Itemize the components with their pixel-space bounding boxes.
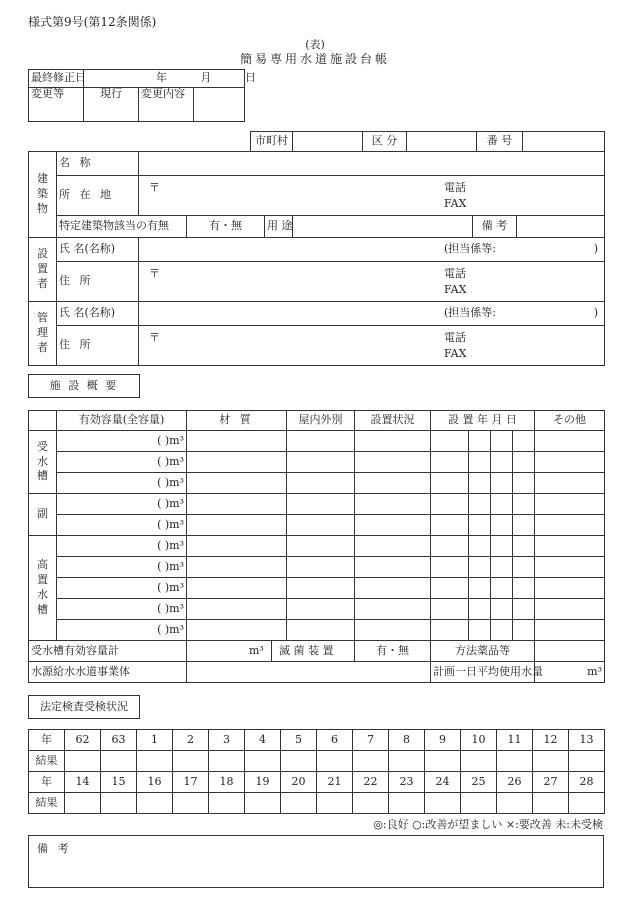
facility-cell[interactable] (513, 557, 535, 578)
facility-cell[interactable] (491, 536, 513, 557)
facility-cell[interactable] (187, 599, 287, 620)
facility-cell[interactable] (535, 494, 605, 515)
result-cell[interactable] (533, 751, 569, 772)
header-material: 材 質 (187, 411, 287, 431)
facility-cell[interactable] (431, 557, 469, 578)
change-label: 変更等 (29, 88, 84, 122)
year-cell: 9 (425, 730, 461, 751)
facility-cell[interactable] (187, 494, 287, 515)
facility-cell[interactable] (513, 599, 535, 620)
facility-cell[interactable] (355, 599, 431, 620)
manager-contact: (担当係等: (444, 306, 496, 319)
result-label: 結果 (29, 751, 65, 772)
registry-table (250, 131, 605, 152)
daily-usage-field[interactable]: m³ (535, 662, 605, 683)
manager-group-label: 管 理 者 (29, 302, 57, 366)
facility-cell[interactable] (187, 620, 287, 641)
building-name-label: 名 称 (57, 152, 139, 176)
building-location-field[interactable] (139, 176, 605, 216)
facility-cell[interactable] (431, 578, 469, 599)
result-cell[interactable] (389, 751, 425, 772)
facility-table (28, 410, 605, 683)
result-cell[interactable] (281, 751, 317, 772)
facility-cell[interactable] (513, 494, 535, 515)
result-cell[interactable] (569, 793, 605, 814)
facility-cell[interactable] (491, 473, 513, 494)
facility-cell[interactable] (491, 557, 513, 578)
facility-cell[interactable] (469, 557, 491, 578)
building-remarks-field[interactable] (517, 216, 605, 238)
building-fax-label: FAX (444, 197, 467, 210)
facility-cell[interactable] (491, 431, 513, 452)
facility-cell[interactable] (469, 536, 491, 557)
facility-cell[interactable] (187, 515, 287, 536)
method-field[interactable] (535, 641, 605, 662)
installer-address-field[interactable]: 〒 電話 FAX (139, 262, 605, 302)
result-cell[interactable] (137, 793, 173, 814)
facility-cell[interactable] (513, 578, 535, 599)
facility-cell[interactable] (287, 494, 355, 515)
result-cell[interactable] (65, 751, 101, 772)
result-cell[interactable] (137, 751, 173, 772)
postal-icon: 〒 (149, 331, 160, 344)
facility-cell[interactable] (355, 473, 431, 494)
capacity-field[interactable]: ( )m³ (57, 536, 187, 557)
change-content-label: 変更内容 (139, 88, 194, 122)
result-cell[interactable] (497, 751, 533, 772)
category-field[interactable] (407, 132, 477, 152)
year-cell: 24 (425, 772, 461, 793)
year-cell: 4 (245, 730, 281, 751)
facility-cell[interactable] (187, 452, 287, 473)
category-label: 区 分 (363, 132, 407, 152)
facility-cell[interactable] (187, 431, 287, 452)
inspection-title: 法定検査受検状況 (28, 695, 140, 719)
facility-cell[interactable] (431, 431, 469, 452)
facility-cell[interactable] (513, 536, 535, 557)
facility-cell[interactable] (355, 578, 431, 599)
municipality-label: 市町村 (251, 132, 293, 152)
change-content-field[interactable] (194, 88, 245, 122)
facility-cell[interactable] (491, 599, 513, 620)
facility-cell[interactable] (513, 473, 535, 494)
tank-row (29, 599, 605, 620)
result-cell[interactable] (461, 751, 497, 772)
result-cell[interactable] (65, 793, 101, 814)
year-cell: 15 (101, 772, 137, 793)
facility-cell[interactable] (469, 494, 491, 515)
postal-icon: 〒 (149, 267, 160, 280)
year-cell: 18 (209, 772, 245, 793)
manager-name-label: 氏 名(名称) (57, 302, 139, 326)
header-install-date: 設 置 年 月 日 (431, 411, 535, 431)
result-cell[interactable] (425, 751, 461, 772)
result-label: 結果 (29, 793, 65, 814)
result-cell[interactable] (497, 793, 533, 814)
result-cell[interactable] (461, 793, 497, 814)
result-cell[interactable] (389, 793, 425, 814)
year-cell: 5 (281, 730, 317, 751)
form-number: 様式第9号(第12条関係) (28, 15, 157, 29)
year-cell: 10 (461, 730, 497, 751)
header-installation-status: 設置状況 (355, 411, 431, 431)
year-cell: 20 (281, 772, 317, 793)
capacity-field[interactable]: ( )m³ (57, 578, 187, 599)
facility-cell[interactable] (431, 494, 469, 515)
result-cell[interactable] (101, 793, 137, 814)
year-cell: 62 (65, 730, 101, 751)
tank-row (29, 473, 605, 494)
header-capacity: 有効容量(全容量) (57, 411, 187, 431)
tank-group-label: 受 水 槽 (29, 431, 57, 494)
year-cell: 25 (461, 772, 497, 793)
facility-cell[interactable] (469, 452, 491, 473)
facility-cell[interactable] (513, 452, 535, 473)
facility-cell[interactable] (469, 515, 491, 536)
facility-cell[interactable] (287, 557, 355, 578)
header-sub: (表) (305, 38, 325, 51)
result-cell[interactable] (353, 793, 389, 814)
year-cell: 22 (353, 772, 389, 793)
sterilizer-yes-no[interactable]: 有・無 (355, 641, 431, 662)
method-label: 方法薬品等 (431, 641, 535, 662)
facility-cell[interactable] (287, 473, 355, 494)
result-cell[interactable] (245, 793, 281, 814)
facility-cell[interactable] (355, 536, 431, 557)
postal-icon: 〒 (149, 181, 160, 194)
tank-row (29, 494, 605, 515)
inspection-table (28, 729, 605, 814)
facility-cell[interactable] (513, 620, 535, 641)
sterilizer-label: 滅 菌 装 置 (279, 644, 334, 657)
facility-cell[interactable] (187, 536, 287, 557)
facility-cell[interactable] (187, 557, 287, 578)
facility-cell[interactable] (535, 515, 605, 536)
tank-row (29, 515, 605, 536)
current-label: 現行 (84, 88, 139, 122)
year-cell: 19 (245, 772, 281, 793)
result-cell[interactable] (101, 751, 137, 772)
facility-cell[interactable] (287, 536, 355, 557)
municipality-field[interactable] (293, 132, 363, 152)
facility-cell[interactable] (431, 452, 469, 473)
remarks-label: 備 考 (37, 842, 72, 855)
result-cell[interactable] (317, 751, 353, 772)
facility-cell[interactable] (491, 494, 513, 515)
facility-cell[interactable] (535, 536, 605, 557)
facility-cell[interactable] (355, 452, 431, 473)
facility-cell[interactable] (355, 431, 431, 452)
facility-cell[interactable] (431, 620, 469, 641)
facility-cell[interactable] (287, 599, 355, 620)
tank-row (29, 557, 605, 578)
building-group-label: 建 築 物 (29, 152, 57, 238)
specified-building-label: 特定建築物該当の有無 (57, 216, 187, 238)
facility-cell[interactable] (187, 473, 287, 494)
total-capacity-row: 受水槽有効容量計 (29, 641, 187, 662)
result-cell[interactable] (281, 793, 317, 814)
result-cell[interactable] (569, 751, 605, 772)
year-cell: 11 (497, 730, 533, 751)
facility-cell[interactable] (469, 599, 491, 620)
tank-row (29, 578, 605, 599)
tank-row (29, 620, 605, 641)
facility-cell[interactable] (187, 578, 287, 599)
facility-cell[interactable] (287, 431, 355, 452)
building-remarks-label: 備 考 (473, 216, 517, 238)
capacity-field[interactable]: ( )m³ (57, 515, 187, 536)
year-cell: 7 (353, 730, 389, 751)
installer-address-label: 住 所 (57, 262, 139, 302)
inspection-legend: ◎:良好 ○:改善が望ましい ×:要改善 未:未受検 (373, 818, 603, 831)
year-cell: 26 (497, 772, 533, 793)
facility-cell[interactable] (431, 599, 469, 620)
facility-cell[interactable] (355, 515, 431, 536)
year-cell: 13 (569, 730, 605, 751)
facility-cell[interactable] (431, 515, 469, 536)
facility-cell[interactable] (513, 515, 535, 536)
facility-cell[interactable] (287, 452, 355, 473)
facility-cell[interactable] (287, 620, 355, 641)
tank-group-label: 高 置 水 槽 (29, 536, 57, 641)
year-label: 年 (29, 772, 65, 793)
year-cell: 2 (173, 730, 209, 751)
facility-cell[interactable] (287, 578, 355, 599)
facility-cell[interactable] (287, 515, 355, 536)
building-table (28, 151, 605, 366)
facility-cell[interactable] (535, 578, 605, 599)
tank-group-label: 副 (29, 494, 57, 536)
result-cell[interactable] (533, 793, 569, 814)
tank-row (29, 536, 605, 557)
result-cell[interactable] (209, 751, 245, 772)
facility-cell[interactable] (491, 515, 513, 536)
facility-cell[interactable] (355, 557, 431, 578)
year-cell: 28 (569, 772, 605, 793)
daily-usage-label: 計画一日平均使用水量 (431, 662, 535, 683)
year-cell: 1 (137, 730, 173, 751)
result-cell[interactable] (353, 751, 389, 772)
capacity-field[interactable]: ( )m³ (57, 452, 187, 473)
facility-cell[interactable] (535, 431, 605, 452)
year-cell: 27 (533, 772, 569, 793)
water-source-field[interactable] (187, 662, 431, 683)
installer-name-field[interactable]: (担当係等: ) (139, 238, 605, 262)
facility-cell[interactable] (469, 473, 491, 494)
facility-cell[interactable] (431, 536, 469, 557)
last-modified-label: 最終修正日 (29, 70, 84, 88)
year-cell: 6 (317, 730, 353, 751)
header-indoor-outdoor: 屋内外別 (287, 411, 355, 431)
result-cell[interactable] (173, 793, 209, 814)
facility-cell[interactable] (491, 452, 513, 473)
facility-cell[interactable] (469, 578, 491, 599)
result-cell[interactable] (209, 793, 245, 814)
total-capacity-field[interactable]: m³ 滅 菌 装 置 (187, 641, 355, 662)
capacity-field[interactable]: ( )m³ (57, 431, 187, 452)
manager-address-field[interactable]: 〒 電話 FAX (139, 326, 605, 366)
specified-yes-no[interactable]: 有・無 (187, 216, 265, 238)
result-cell[interactable] (317, 793, 353, 814)
year-cell: 63 (101, 730, 137, 751)
facility-overview-title: 施 設 概 要 (28, 374, 140, 398)
manager-name-field[interactable]: (担当係等: ) (139, 302, 605, 326)
capacity-field[interactable]: ( )m³ (57, 473, 187, 494)
installer-name-label: 氏 名(名称) (57, 238, 139, 262)
year-label: 年 (29, 730, 65, 751)
usage-label: 用 途 (265, 216, 293, 238)
manager-address-label: 住 所 (57, 326, 139, 366)
building-name-field[interactable] (139, 152, 605, 176)
installer-contact: (担当係等: (444, 242, 496, 255)
year-cell: 23 (389, 772, 425, 793)
facility-cell[interactable] (469, 620, 491, 641)
year-cell: 8 (389, 730, 425, 751)
page-title: 簡易専用水道施設台帳 (239, 52, 390, 66)
building-location-label: 所 在 地 (57, 176, 139, 216)
facility-cell[interactable] (469, 431, 491, 452)
building-phone-label: 電話 (444, 181, 466, 194)
facility-cell[interactable] (535, 599, 605, 620)
facility-cell[interactable] (513, 431, 535, 452)
result-cell[interactable] (245, 751, 281, 772)
result-cell[interactable] (173, 751, 209, 772)
result-cell[interactable] (425, 793, 461, 814)
header-other: その他 (535, 411, 605, 431)
tank-row (29, 452, 605, 473)
number-field[interactable] (523, 132, 605, 152)
facility-cell[interactable] (355, 494, 431, 515)
revision-table (28, 69, 256, 122)
installer-group-label: 設 置 者 (29, 238, 57, 302)
tank-row (29, 431, 605, 452)
year-cell: 16 (137, 772, 173, 793)
facility-cell[interactable] (535, 452, 605, 473)
facility-cell[interactable] (355, 620, 431, 641)
year-cell: 3 (209, 730, 245, 751)
facility-cell[interactable] (535, 557, 605, 578)
year-cell: 12 (533, 730, 569, 751)
year-cell: 21 (317, 772, 353, 793)
last-modified-date[interactable]: 年 月 日 (84, 70, 245, 88)
capacity-field[interactable]: ( )m³ (57, 494, 187, 515)
facility-cell[interactable] (535, 620, 605, 641)
facility-cell[interactable] (535, 473, 605, 494)
remarks-box[interactable] (28, 835, 604, 888)
water-source-label: 水源給水水道事業体 (29, 662, 187, 683)
capacity-field[interactable]: ( )m³ (57, 557, 187, 578)
facility-cell[interactable] (431, 473, 469, 494)
facility-cell[interactable] (491, 620, 513, 641)
capacity-field[interactable]: ( )m³ (57, 620, 187, 641)
year-cell: 14 (65, 772, 101, 793)
number-label: 番 号 (477, 132, 523, 152)
facility-cell[interactable] (491, 578, 513, 599)
usage-field[interactable] (293, 216, 473, 238)
capacity-field[interactable]: ( )m³ (57, 599, 187, 620)
year-cell: 17 (173, 772, 209, 793)
